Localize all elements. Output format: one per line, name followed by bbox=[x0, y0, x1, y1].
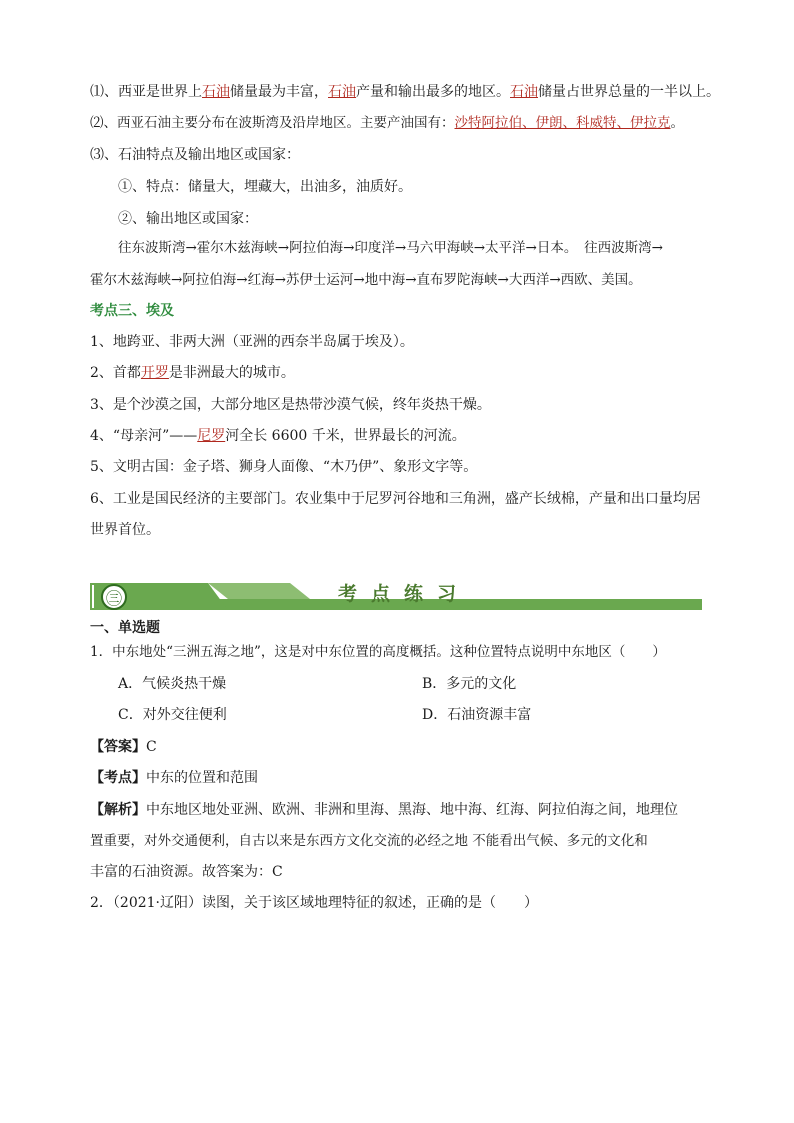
keyword-oil: 石油 bbox=[328, 84, 356, 100]
option-c: C．对外交往便利 bbox=[118, 707, 227, 723]
answer-tag: 【答案】 bbox=[90, 739, 146, 755]
option-d: D．石油资源丰富 bbox=[422, 707, 532, 723]
keyword-nile: 尼罗 bbox=[197, 428, 226, 444]
question-type-heading: 一、单选题 bbox=[90, 620, 160, 636]
egypt-item-5: 5、文明古国：金子塔、狮身人面像、“木乃伊”、象形文字等。 bbox=[90, 459, 478, 475]
egypt-item-6-cont: 世界首位。 bbox=[90, 522, 160, 538]
option-a: A．气候炎热干燥 bbox=[118, 676, 227, 692]
egypt-item-4: 4、“母亲河”——尼罗河全长 6600 千米，世界最长的河流。 bbox=[90, 428, 466, 444]
section-heading-egypt: 考点三、埃及 bbox=[90, 303, 174, 319]
point-line bbox=[90, 768, 258, 788]
oil-paragraph-3: ⑶、石油特点及输出地区或国家： bbox=[90, 147, 300, 163]
answer-line bbox=[90, 737, 157, 757]
oil-route-1: 往东波斯湾→霍尔木兹海峡→阿拉伯海→印度洋→马六甲海峡→太平洋→日本。 往西波斯湾→ bbox=[118, 240, 663, 256]
point-tag: 【考点】 bbox=[90, 770, 146, 786]
egypt-item-3: 3、是个沙漠之国，大部分地区是热带沙漠气候，终年炎热干燥。 bbox=[90, 397, 491, 413]
oil-feature: ①、特点：储量大，埋藏大，出油多，油质好。 bbox=[118, 179, 412, 195]
practice-banner bbox=[90, 577, 702, 613]
analysis-tag: 【解析】 bbox=[90, 802, 146, 818]
analysis-line-1: 【解析】中东地区地处亚洲、欧洲、非洲和里海、黑海、地中海、红海、阿拉伯海之间，地理位 bbox=[90, 802, 678, 818]
banner-title: 考点练习 bbox=[338, 583, 471, 605]
answer-value: C bbox=[146, 739, 157, 755]
oil-export: ②、输出地区或国家： bbox=[118, 211, 258, 227]
oil-paragraph-2: ⑵、西亚石油主要分布在波斯湾及沿岸地区。主要产油国有：沙特阿拉伯、伊朗、科威特、伊拉克。 bbox=[90, 115, 684, 131]
keyword-oil: 石油 bbox=[202, 84, 230, 100]
keyword-cairo: 开罗 bbox=[140, 365, 169, 381]
egypt-item-2: 2、首都开罗是非洲最大的城市。 bbox=[90, 365, 295, 381]
banner-number: ㊂ bbox=[105, 589, 122, 608]
question-2-stem: 2．（2021·辽阳）读图，关于该区域地理特征的叙述，正确的是（ ） bbox=[90, 895, 538, 911]
egypt-item-6: 6、工业是国民经济的主要部门。农业集中于尼罗河谷地和三角洲，盛产长绒棉，产量和出口量均居 bbox=[90, 491, 701, 507]
analysis-line-2: 置重要，对外交通便利，自古以来是东西方文化交流的必经之地 不能看出气候、多元的文化和 bbox=[90, 833, 648, 849]
oil-countries: 沙特阿拉伯、伊朗、科威特、伊拉克 bbox=[454, 115, 671, 131]
option-b: B．多元的文化 bbox=[422, 676, 517, 692]
analysis-line-3: 丰富的石油资源。故答案为：C bbox=[90, 864, 283, 880]
keyword-oil: 石油 bbox=[510, 84, 538, 100]
oil-route-2: 霍尔木兹海峡→阿拉伯海→红海→苏伊士运河→地中海→直布罗陀海峡→大西洋→西欧、美国。 bbox=[90, 272, 642, 288]
egypt-item-1: 1、地跨亚、非两大洲（亚洲的西奈半岛属于埃及）。 bbox=[90, 334, 414, 350]
question-1-stem: 1．中东地处“三洲五海之地”，这是对中东位置的高度概括。这种位置特点说明中东地区（ ） bbox=[90, 644, 666, 660]
point-value: 中东的位置和范围 bbox=[146, 770, 258, 786]
oil-paragraph-1: ⑴、西亚是世界上石油储量最为丰富，石油产量和输出最多的地区。石油储量占世界总量的一半以上。 bbox=[90, 84, 720, 100]
